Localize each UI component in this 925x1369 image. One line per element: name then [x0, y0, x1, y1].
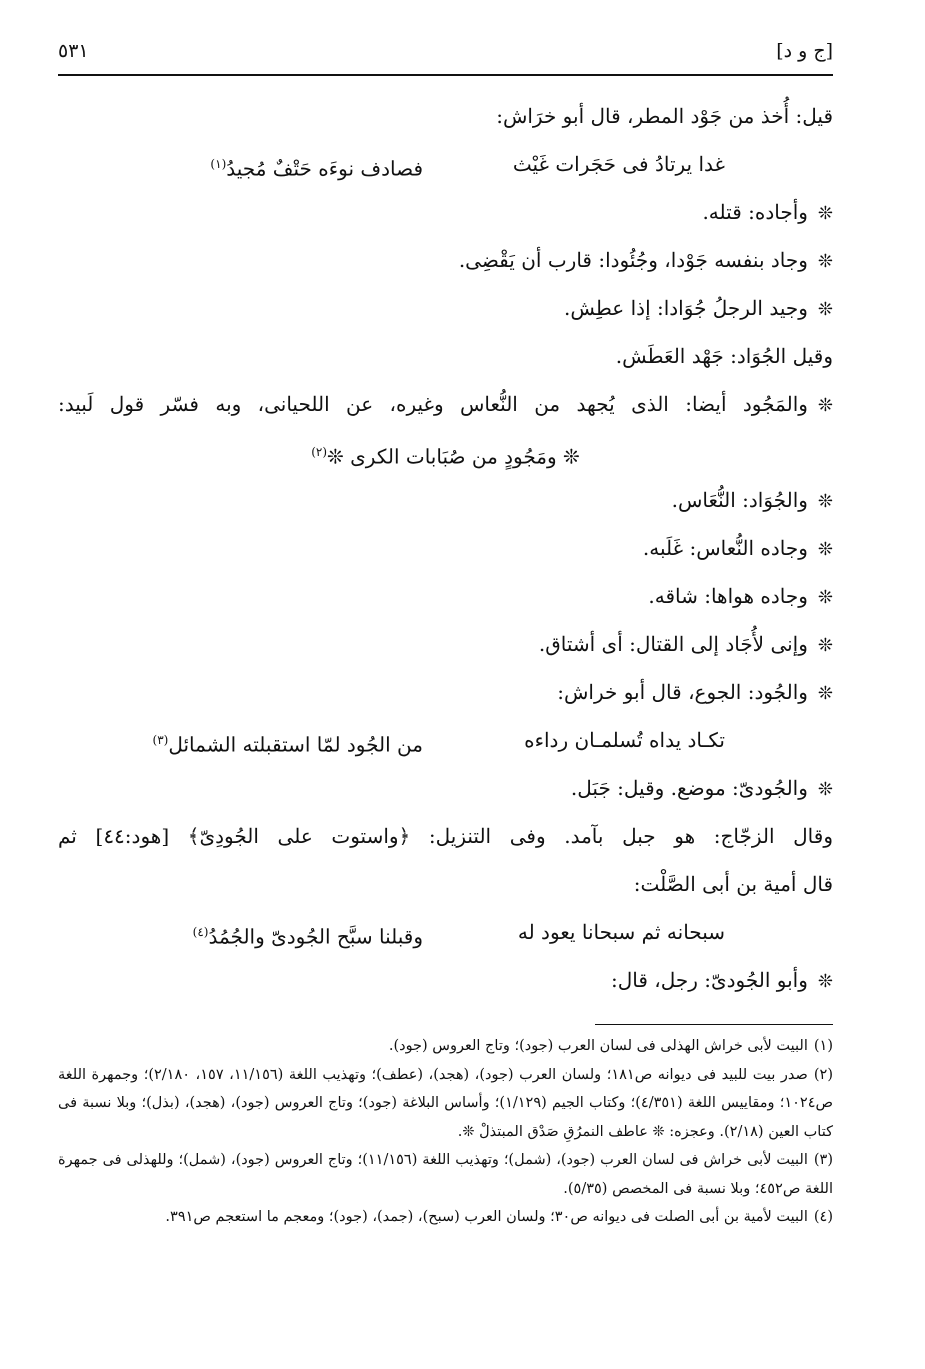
- footnote-number: (٤): [813, 1209, 833, 1225]
- verse-line: [58, 908, 833, 956]
- footnote-ref: (٣): [152, 733, 169, 747]
- line-text: وجاده هواها: شاقه.: [648, 584, 808, 608]
- footnotes: [58, 1032, 833, 1232]
- line-text: وأبو الجُودىّ: رجل، قال:: [610, 968, 808, 992]
- entry-star-icon: ❊: [817, 587, 833, 608]
- footnote-ref: (٢): [311, 445, 328, 459]
- entry-star-icon: ❊: [817, 491, 833, 512]
- footnote: [58, 1146, 833, 1203]
- verse-second-hemistich: [153, 716, 424, 769]
- header-rule: [58, 74, 833, 76]
- text-line: [58, 476, 833, 524]
- verse-second-text: فصادف نوءَه حَتْفٌ مُجيدُ: [226, 156, 423, 181]
- entry-star-icon: ❊: [817, 683, 833, 704]
- page-number: ٥٣١: [58, 40, 89, 62]
- entry-star-icon: ❊: [817, 299, 833, 320]
- line-text: والجُود: الجوع، قال أبو خراش:: [557, 680, 808, 704]
- footnote: [58, 1032, 833, 1061]
- quoted-hemistich: [58, 428, 833, 476]
- footnote-text: صدر بيت للبيد فى ديوانه ص١٨١؛ ولسان العرب (جود)، (هجد)، (عطف)؛ وتهذيب اللغة (١١/١٥٦، ١٥٧، ٢/١٨٠)؛ وجمهرة اللغة ص١٠٢٤؛ ومقاييس اللغة (٤/٣٥١)؛ وكتاب الجيم (١/١٢٩)؛ وأساس البلاغة (جود)؛ وتاج العروس (جود)، (هجد)، (بذل)؛ وبلا نسبة فى كتاب العين (٢/١٨). وعجزه: ❊ عاطف النمرُقِ صَدْق المبتذلْ ❊.: [58, 1066, 834, 1140]
- verse-second-hemistich: [193, 908, 423, 961]
- footnote-number: (١): [813, 1038, 833, 1054]
- footnote-number: (٣): [813, 1152, 833, 1168]
- entry-star-icon: ❊: [817, 539, 833, 560]
- text-line: [58, 236, 833, 284]
- hemistich-text: ❊ ومَجُودٍ من صُبَابات الكرى ❊: [327, 444, 580, 469]
- line-text: وإنى لأُجَاد إلى القتال: أى أشتاق.: [538, 632, 808, 656]
- entry-star-icon: ❊: [817, 971, 833, 992]
- verse-first-hemistich: غدا يرتادُ فى حَجَرات غَيْث: [512, 152, 725, 176]
- footnote-text: البيت لأبى خراش فى لسان العرب (جود)، (شمل)؛ وتهذيب اللغة (١١/١٥٦)؛ وتاج العروس (جود)، (شمل)؛ وللهذلى فى جمهرة اللغة ص٤٥٢؛ وبلا نسبة فى المخصص (٥/٣٥).: [58, 1152, 833, 1197]
- footnote-ref: (١): [210, 157, 227, 171]
- text-line: [58, 92, 833, 140]
- text-line: [58, 572, 833, 620]
- root-letters: [ج و د]: [776, 40, 833, 62]
- text-line: [58, 620, 833, 668]
- text-line: [58, 812, 833, 860]
- entry-star-icon: ❊: [817, 251, 833, 272]
- text-line: [58, 332, 833, 380]
- entry-star-icon: ❊: [817, 203, 833, 224]
- text-line: [58, 380, 833, 428]
- verse-second-text: من الجُود لمّا استقبلته الشمائل: [168, 732, 423, 757]
- line-text: وجاد بنفسه جَوْدا، وجُئُودا: قارب أن يَقْضِى.: [458, 248, 808, 272]
- text-line: [58, 188, 833, 236]
- line-text: والجُوَاد: النُّعَاس.: [671, 488, 808, 512]
- verse-second-hemistich: [210, 140, 423, 193]
- line-text: وأجاده: قتله.: [702, 200, 808, 224]
- line-text: وجيد الرجلُ جُوَادا: إذا عطِش.: [564, 296, 808, 320]
- line-text: وجاده النُّعاس: غَلَبه.: [642, 536, 808, 560]
- text-line: [58, 956, 833, 1004]
- verse-second-text: وقبلنا سبَّح الجُودىّ والجُمُدُ: [208, 924, 423, 949]
- line-text: وقيل الجُوَاد: جَهْد العَطَش.: [615, 344, 833, 368]
- page-header: [58, 40, 833, 72]
- entry-star-icon: ❊: [817, 635, 833, 656]
- line-text: قال أمية بن أبى الصَّلْت:: [633, 872, 833, 896]
- verse-line: [58, 716, 833, 764]
- footnote-text: البيت لأمية بن أبى الصلت فى ديوانه ص٣٠؛ ولسان العرب (سبح)، (جمد)، (جود)؛ ومعجم ما استعجم ص٣٩١.: [165, 1209, 808, 1225]
- text-line: [58, 764, 833, 812]
- text-line: [58, 668, 833, 716]
- footnote: [58, 1061, 833, 1147]
- line-text: قيل: أُخذ من جَوْد المطر، قال أبو خرَاش:: [496, 104, 833, 128]
- verse-first-hemistich: تكـاد يداه تُسلمـان رداءه: [524, 728, 725, 752]
- line-text: والمَجُود أيضا: الذى يُجهد من النُّعاس وغيره، عن اللحيانى، وبه فسّر قول لَبيد:: [58, 392, 808, 416]
- verse-first-hemistich: سبحانه ثم سبحانا يعود له: [517, 920, 725, 944]
- text-line: [58, 524, 833, 572]
- line-text: وقال الزجّاج: هو جبل بآمد. وفى التنزيل: ﴿واستوت على الجُودِىّ﴾ [هود:٤٤] ثم: [58, 824, 833, 848]
- text-line: [58, 284, 833, 332]
- line-text: والجُودىّ: موضع. وقيل: جَبَل.: [570, 776, 808, 800]
- footnote: [58, 1203, 833, 1232]
- footnote-text: البيت لأبى خراش الهذلى فى لسان العرب (جود)؛ وتاج العروس (جود).: [388, 1038, 808, 1054]
- footnote-number: (٢): [813, 1066, 833, 1083]
- main-text: [58, 92, 833, 1004]
- verse-line: [58, 140, 833, 188]
- entry-star-icon: ❊: [817, 395, 833, 416]
- text-line: [58, 860, 833, 908]
- footnote-ref: (٤): [192, 925, 209, 939]
- entry-star-icon: ❊: [817, 779, 833, 800]
- footnote-rule: [595, 1024, 833, 1025]
